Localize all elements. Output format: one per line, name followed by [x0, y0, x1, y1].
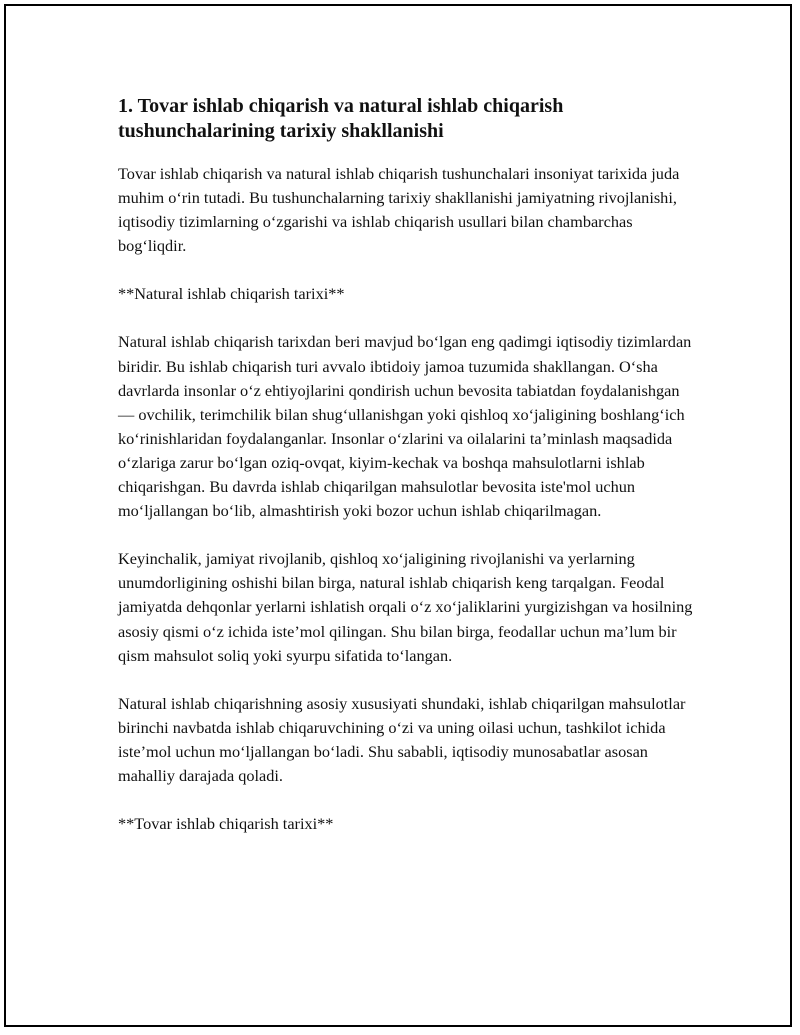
- paragraph-feudal-period: Keyinchalik, jamiyat rivojlanib, qishloq xo‘jaligining rivojlanishi va yerlarning unumdorligining oshishi bilan birga, natural ishlab chiqarish keng tarqalgan. Feodal jamiyatda dehqonlar yerlarni ishlatish orqali o‘z xo‘jaliklarini yurgizishgan va hosilning asosiy qismi o‘z ichida iste’mol qilingan. Shu bilan birga, feodallar uchun ma’lum bir qism mahsulot soliq yoki syurpu sifatida to‘langan.: [118, 549, 693, 665]
- paragraph-natural-origins: Natural ishlab chiqarish tarixdan beri mavjud bo‘lgan eng qadimgi iqtisodiy tizimlardan biridir. Bu ishlab chiqarish turi avvalo ibtidoiy jamoa tuzumida shakllangan. O‘sha davrlarda insonlar o‘z ehtiyojlarini qondirish uchun bevosita tabiatdan foydalanishgan — ovchilik, terimchilik bilan shug‘ullanishgan yoki qishloq xo‘jaligining boshlang‘ich ko‘rinishlaridan foydalanganlar. Insonlar o‘zlarini va oilalarini ta’minlash maqsadida o‘zlariga zarur bo‘lgan oziq-ovqat, kiyim-kechak va boshqa mahsulotlarni ishlab chiqarishgan. Bu davrda ishlab chiqarilgan mahsulotlar bevosita iste'mol uchun mo‘ljallangan bo‘lib, almashtirish yoki bozor uchun ishlab chiqarilmagan.: [118, 332, 692, 521]
- subheading-natural-production: **Natural ishlab chiqarish tarixi**: [118, 284, 345, 304]
- subheading-commodity-production: **Tovar ishlab chiqarish tarixi**: [118, 814, 334, 834]
- paragraph-natural-features: Natural ishlab chiqarishning asosiy xususiyati shundaki, ishlab chiqarilgan mahsulotlar birinchi navbatda ishlab chiqaruvchining o‘zi va uning oilasi uchun, tashkilot ichida iste’mol uchun mo‘ljallangan bo‘ladi. Shu sababli, iqtisodiy munosabatlar asosan mahalliy darajada qoladi.: [118, 693, 686, 785]
- section-title: 1. Tovar ishlab chiqarish va natural ishlab chiqarish tushunchalarining tarixiy shakllanishi: [118, 95, 564, 142]
- paragraph-intro: Tovar ishlab chiqarish va natural ishlab chiqarish tushunchalari insoniyat tarixida juda muhim o‘rin tutadi. Bu tushunchalarning tarixiy shakllanishi jamiyatning rivojlanishi, iqtisodiy tizimlarning o‘zgarishi va ishlab chiqarish usullari bilan chambarchas bog‘liqdir.: [118, 164, 680, 256]
- document-body: [118, 94, 698, 860]
